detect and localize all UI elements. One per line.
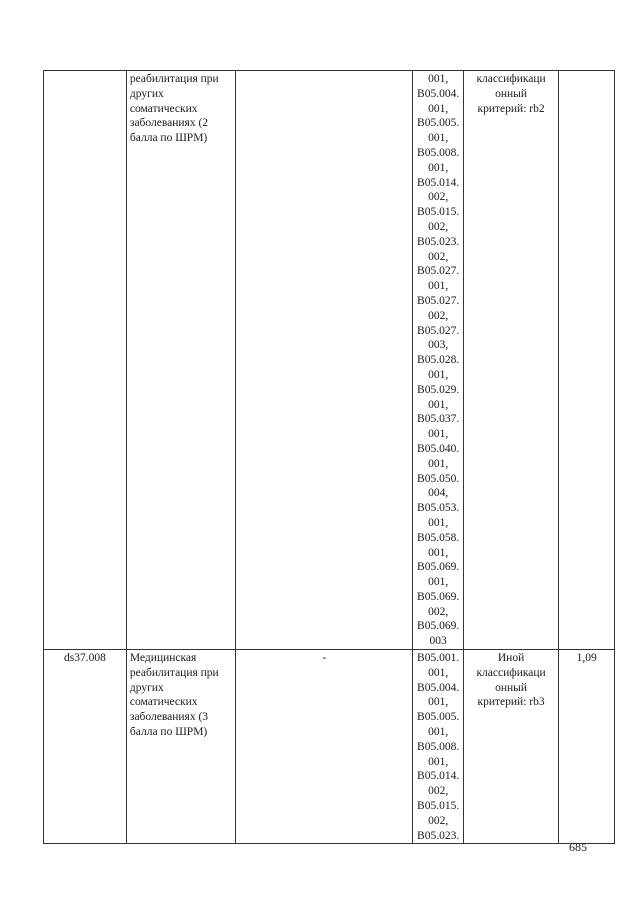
criteria-line: онный	[495, 87, 528, 100]
criteria-line: критерий: rb3	[477, 696, 545, 709]
service-code-line: 001,	[428, 546, 449, 559]
service-code-line: B05.023.	[417, 829, 460, 842]
service-code-line: 001,	[428, 755, 449, 768]
service-code-line: 002,	[428, 785, 449, 798]
name-line: других	[129, 681, 164, 694]
service-code-line: 002,	[428, 605, 449, 618]
service-code-line: B05.015.	[417, 800, 460, 813]
service-code-line: B05.069.	[417, 620, 460, 633]
service-code-line: 001,	[428, 102, 449, 115]
service-code-line: 004,	[428, 487, 449, 500]
name-line: балла по ШРМ)	[129, 726, 208, 739]
service-code-line: 001,	[428, 576, 449, 589]
diagnosis-cell	[236, 71, 413, 650]
name-line: реабилитация при	[129, 666, 219, 679]
service-code-line: 001,	[428, 398, 449, 411]
service-code-line: B05.014.	[417, 770, 460, 783]
service-code-line: B05.004.	[417, 87, 460, 100]
service-code-line: 001,	[428, 132, 449, 145]
service-code-line: 001,	[428, 726, 449, 739]
service-code-line: B05.004.	[417, 681, 460, 694]
services-cell	[413, 71, 463, 650]
service-code-line: B05.040.	[417, 442, 460, 455]
service-code-line: B05.015.	[417, 206, 460, 219]
coefficient-cell	[559, 71, 615, 650]
service-code-line: B05.028.	[417, 354, 460, 367]
service-code-line: 002,	[428, 814, 449, 827]
service-code-line: 001,	[428, 457, 449, 470]
service-code-line: B05.008.	[417, 146, 460, 159]
service-code-line: 001,	[428, 161, 449, 174]
service-code-line: B05.023.	[417, 235, 460, 248]
service-code-line: B05.069.	[417, 590, 460, 603]
name-line: соматических	[129, 696, 198, 709]
service-code-line: 001,	[428, 73, 449, 85]
service-code-line: 001,	[428, 280, 449, 293]
criteria-line: онный	[495, 681, 528, 694]
service-code-line: 001,	[428, 666, 449, 679]
service-code-line: B05.014.	[417, 176, 460, 189]
name-line: Медицинская	[129, 652, 197, 665]
service-code-line: B05.027.	[417, 294, 460, 307]
service-code-line: 003,	[428, 339, 449, 352]
service-code-line: 001,	[428, 428, 449, 441]
kpg-name-cell	[126, 71, 235, 650]
name-line: реабилитация при	[129, 73, 219, 85]
name-line: заболеваниях (3	[129, 711, 209, 724]
tariff-table	[43, 70, 615, 844]
name-line: соматических	[129, 102, 198, 115]
kpg-name-cell	[126, 650, 235, 844]
criteria-line: классификаци	[476, 73, 546, 85]
service-code-line: 002,	[428, 250, 449, 263]
service-code-line: 003	[429, 635, 447, 648]
service-code-line: B05.001.	[417, 652, 460, 665]
name-line: заболеваниях (2	[129, 117, 209, 130]
criteria-line: Иной	[497, 652, 525, 665]
service-code-line: B05.027.	[417, 324, 460, 337]
services-cell	[413, 650, 463, 844]
criteria-cell	[463, 71, 559, 650]
service-code-line: B05.008.	[417, 740, 460, 753]
kpg-code-cell	[44, 71, 127, 650]
kpg-code-cell: ds37.008	[44, 650, 127, 844]
service-code-line: B05.037.	[417, 413, 460, 426]
service-code-line: B05.053.	[417, 502, 460, 515]
service-code-line: 001,	[428, 368, 449, 381]
service-code-line: B05.050.	[417, 472, 460, 485]
service-code-line: 001,	[428, 696, 449, 709]
criteria-line: критерий: rb2	[477, 102, 545, 115]
service-code-line: B05.069.	[417, 561, 460, 574]
page-number: 685	[569, 840, 587, 854]
service-code-line: 001,	[428, 516, 449, 529]
service-code-line: B05.005.	[417, 117, 460, 130]
service-code-line: B05.029.	[417, 383, 460, 396]
name-line: балла по ШРМ)	[129, 132, 208, 145]
criteria-cell	[463, 650, 559, 844]
service-code-line: B05.058.	[417, 531, 460, 544]
criteria-line: классификаци	[476, 666, 546, 679]
table-row	[44, 71, 615, 650]
service-code-line: 002,	[428, 220, 449, 233]
service-code-line: 002,	[428, 309, 449, 322]
service-code-line: B05.027.	[417, 265, 460, 278]
name-line: других	[129, 87, 164, 100]
service-code-line: 002,	[428, 191, 449, 204]
diagnosis-cell: -	[236, 650, 413, 844]
service-code-line: B05.005.	[417, 711, 460, 724]
coefficient-cell: 1,09	[559, 650, 615, 844]
table-row	[44, 650, 615, 844]
